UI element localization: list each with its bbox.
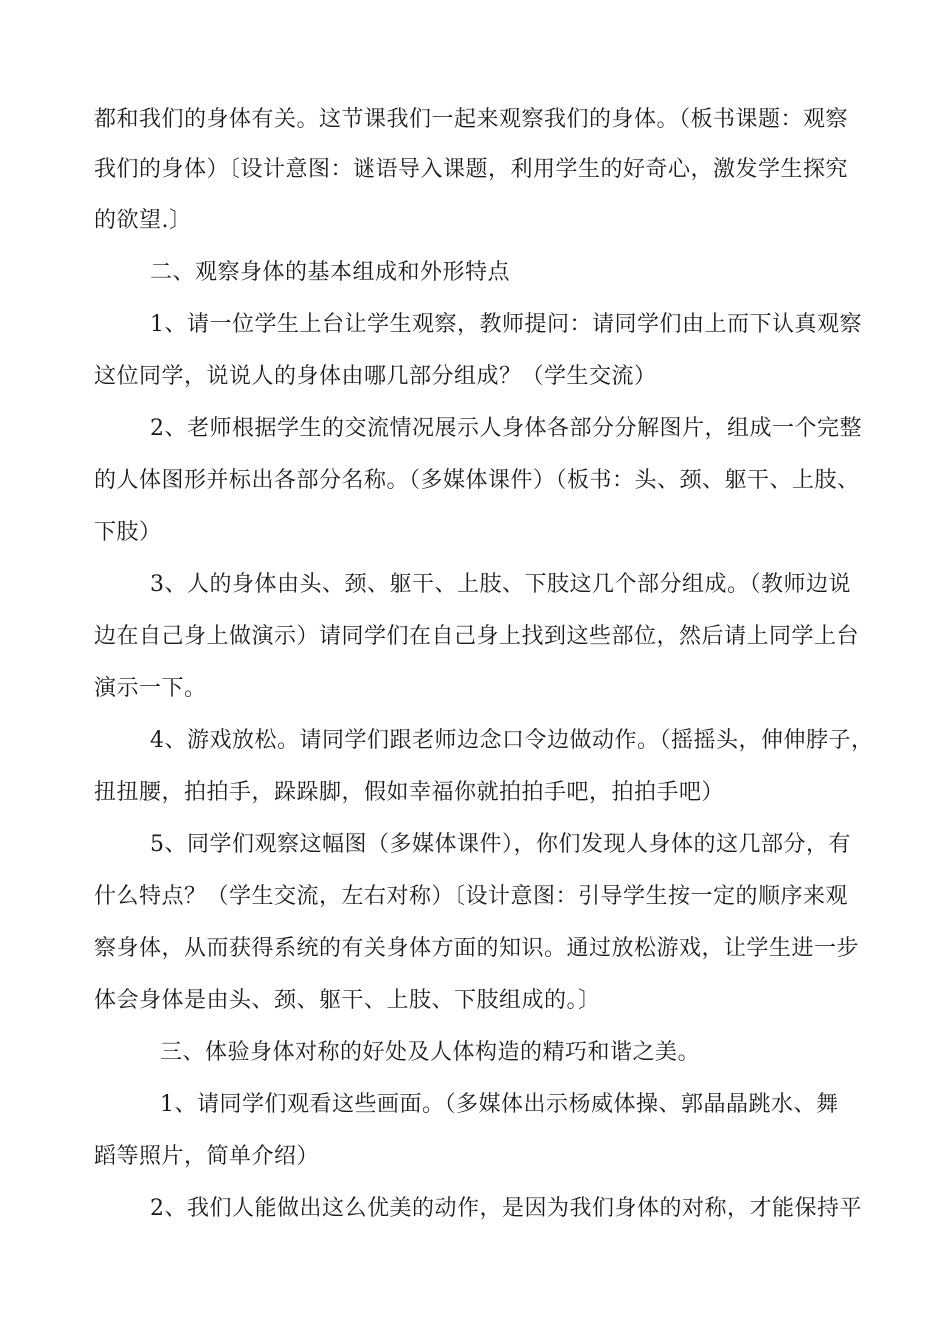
text-line: 5、同学们观察这幅图（多媒体课件），你们发现人身体的这几部分，有	[150, 832, 851, 857]
text-line: 的人体图形并标出各部分名称。（多媒体课件）（板书：头、颈、躯干、上肢、	[94, 468, 860, 493]
section-heading: 二、观察身体的基本组成和外形特点	[150, 260, 511, 285]
text-line: 边在自己身上做演示）请同学们在自己身上找到这些部位，然后请上同学上台	[94, 624, 860, 649]
text-line: 什么特点？（学生交流，左右对称）〔设计意图：引导学生按一定的顺序来观	[94, 884, 849, 909]
text-line: 察身体，从而获得系统的有关身体方面的知识。通过放松游戏，让学生进一步	[94, 936, 860, 961]
text-line: 4、游戏放松。请同学们跟老师边念口令边做动作。（摇摇头，伸伸脖子，	[150, 728, 874, 753]
text-line: 我们的身体）〔设计意图：谜语导入课题，利用学生的好奇心，激发学生探究	[94, 157, 849, 182]
text-line: 1、请一位学生上台让学生观察，教师提问：请同学们由上而下认真观察	[150, 312, 862, 337]
text-line: 1、请同学们观看这些画面。（多媒体出示杨威体操、郭晶晶跳水、舞	[160, 1092, 839, 1117]
text-line: 体会身体是由头、颈、躯干、上肢、下肢组成的。〕	[94, 988, 601, 1013]
text-line: 蹈等照片，简单介绍）	[94, 1144, 320, 1169]
text-line: 都和我们的身体有关。这节课我们一起来观察我们的身体。（板书课题：观察	[94, 107, 849, 132]
text-line: 3、人的身体由头、颈、躯干、上肢、下肢这几个部分组成。（教师边说	[150, 572, 851, 597]
text-line: 扭扭腰，拍拍手，跺跺脚，假如幸福你就拍拍手吧，拍拍手吧）	[94, 780, 725, 805]
text-line: 2、老师根据学生的交流情况展示人身体各部分分解图片，组成一个完整	[150, 416, 862, 441]
text-line: 这位同学，说说人的身体由哪几部分组成？（学生交流）	[94, 364, 657, 389]
text-line: 的欲望.〕	[94, 208, 192, 233]
text-line: 演示一下。	[94, 676, 207, 701]
text-line: 下肢）	[94, 520, 162, 545]
section-heading: 三、体验身体对称的好处及人体构造的精巧和谐之美。	[160, 1040, 701, 1065]
text-line: 2、我们人能做出这么优美的动作，是因为我们身体的对称，才能保持平	[150, 1196, 862, 1221]
